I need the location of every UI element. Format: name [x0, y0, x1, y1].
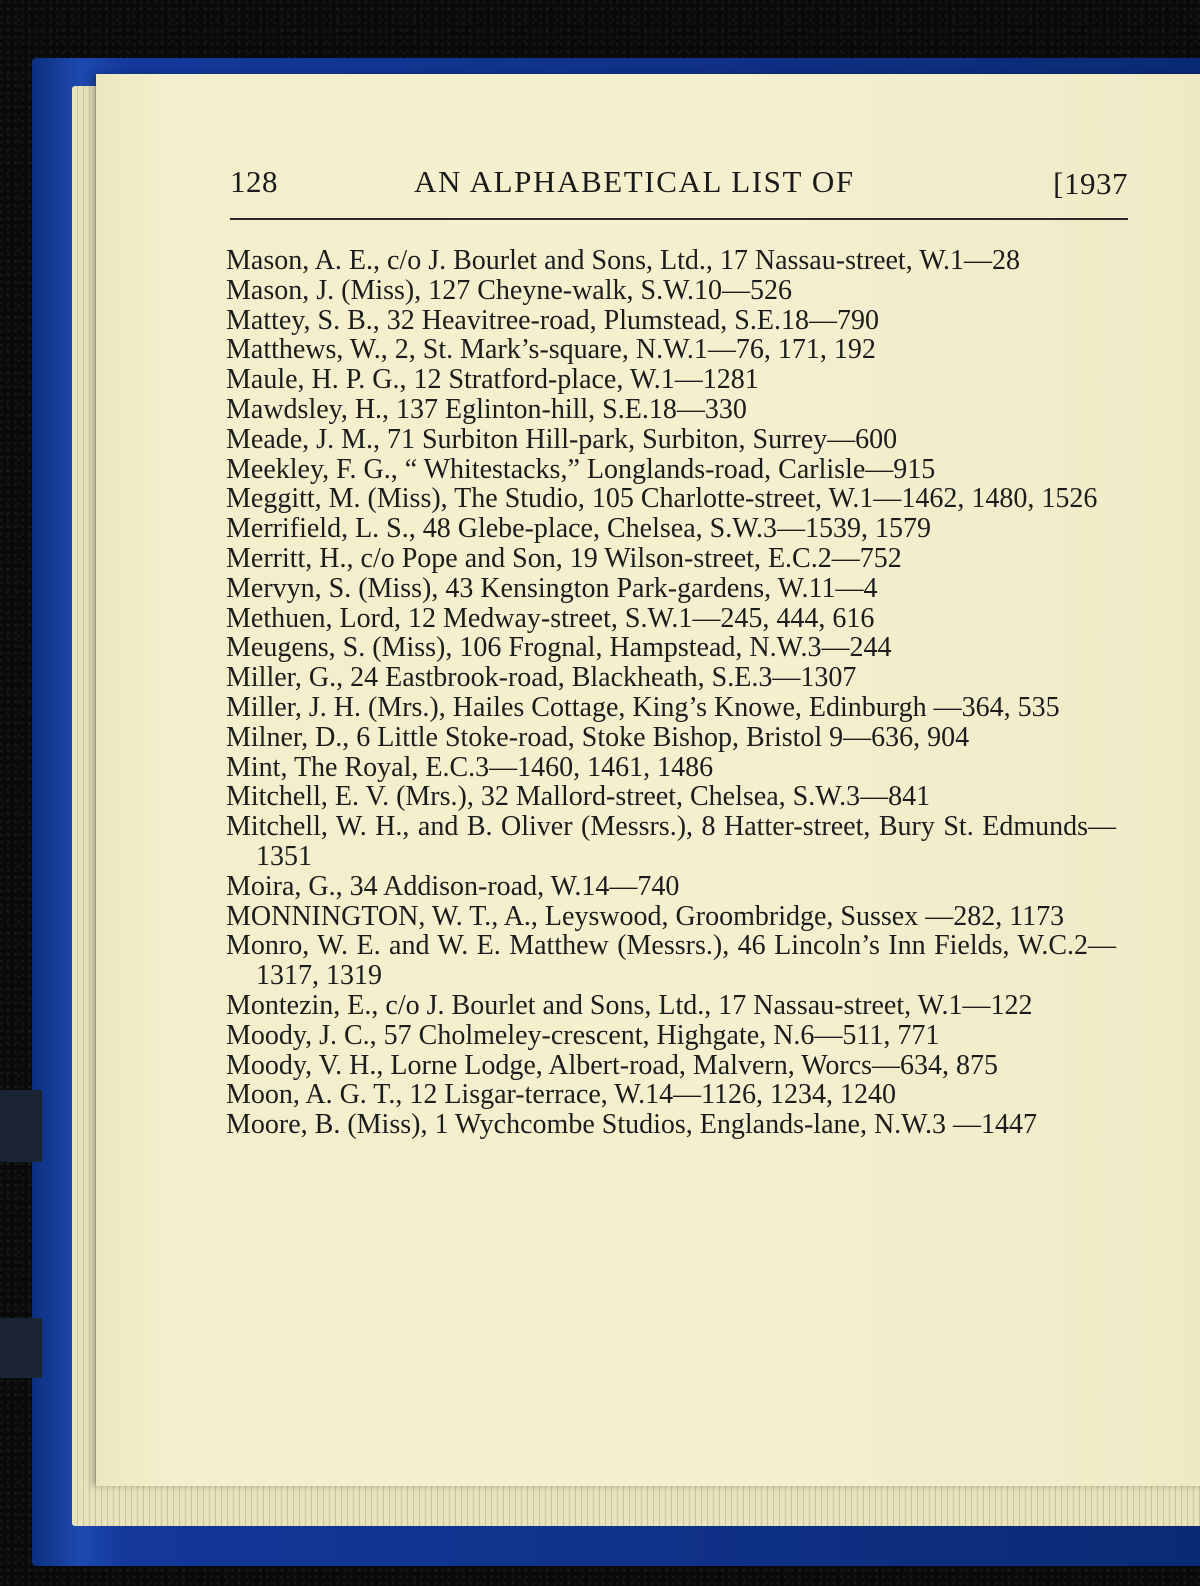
header-rule	[230, 218, 1128, 220]
list-item: Meugens, S. (Miss), 106 Frognal, Hampstead, N.W.3—244	[226, 632, 892, 664]
list-item: Methuen, Lord, 12 Medway-street, S.W.1—245, 444, 616	[226, 602, 875, 634]
running-header	[230, 164, 1128, 204]
running-title: AN ALPHABETICAL LIST OF	[414, 164, 855, 199]
list-item: Meggitt, M. (Miss), The Studio, 105 Charlotte-street, W.1—1462, 1480, 1526	[226, 483, 1098, 515]
list-item: Moon, A. G. T., 12 Lisgar-terrace, W.14—1126, 1234, 1240	[226, 1079, 897, 1111]
list-item: Montezin, E., c/o J. Bourlet and Sons, Ltd., 17 Nassau-street, W.1—122	[226, 989, 1033, 1021]
list-item: Mitchell, E. V. (Mrs.), 32 Mallord-street, Chelsea, S.W.3—841	[226, 781, 931, 813]
list-item: Maule, H. P. G., 12 Stratford-place, W.1—1281	[226, 364, 759, 396]
list-item: Mint, The Royal, E.C.3—1460, 1461, 1486	[226, 751, 714, 783]
list-item: Milner, D., 6 Little Stoke-road, Stoke Bishop, Bristol 9—636, 904	[226, 721, 970, 753]
list-item: Moira, G., 34 Addison-road, W.14—740	[226, 870, 680, 902]
list-item: Moore, B. (Miss), 1 Wychcombe Studios, Englands-lane, N.W.3 —1447	[226, 1109, 1038, 1141]
page-number: 128	[230, 164, 278, 199]
list-item: Mervyn, S. (Miss), 43 Kensington Park-gardens, W.11—4	[226, 572, 878, 604]
list-item: Miller, J. H. (Mrs.), Hailes Cottage, King’s Knowe, Edinburgh —364, 535	[226, 691, 1060, 723]
list-item: Monro, W. E. and W. E. Matthew (Messrs.), 46 Lincoln’s Inn Fields, W.C.2—1317, 1319	[226, 930, 1116, 992]
entry-list	[226, 246, 1116, 1140]
book-page	[96, 74, 1200, 1486]
list-item: Mason, A. E., c/o J. Bourlet and Sons, Ltd., 17 Nassau-street, W.1—28	[226, 245, 1021, 276]
list-item: Mawdsley, H., 137 Eglinton-hill, S.E.18—330	[226, 393, 747, 425]
list-item: Miller, G., 24 Eastbrook-road, Blackheath, S.E.3—1307	[226, 662, 857, 694]
list-item: Matthews, W., 2, St. Mark’s-square, N.W.1—76, 171, 192	[226, 334, 876, 366]
list-item: Moody, V. H., Lorne Lodge, Albert-road, Malvern, Worcs—634, 875	[226, 1049, 999, 1081]
list-item: Mason, J. (Miss), 127 Cheyne-walk, S.W.10—526	[226, 274, 792, 306]
list-item: Merritt, H., c/o Pope and Son, 19 Wilson-street, E.C.2—752	[226, 542, 902, 574]
year-label: [1937	[1053, 166, 1128, 201]
list-item: Mitchell, W. H., and B. Oliver (Messrs.), 8 Hatter-street, Bury St. Edmunds—1351	[226, 811, 1116, 872]
list-item: Merrifield, L. S., 48 Glebe-place, Chelsea, S.W.3—1539, 1579	[226, 513, 932, 545]
list-item: Moody, J. C., 57 Cholmeley-crescent, Highgate, N.6—511, 771	[226, 1019, 940, 1051]
binding-strip	[0, 1090, 42, 1162]
list-item: MONNINGTON, W. T., A., Leyswood, Groombridge, Sussex —282, 1173	[226, 900, 1065, 932]
binding-strip-lower	[0, 1318, 42, 1378]
list-item: Meekley, F. G., “ Whitestacks,” Longlands-road, Carlisle—915	[226, 453, 936, 485]
list-item: Meade, J. M., 71 Surbiton Hill-park, Surbiton, Surrey—600	[226, 423, 898, 455]
list-item: Mattey, S. B., 32 Heavitree-road, Plumstead, S.E.18—790	[226, 304, 879, 336]
